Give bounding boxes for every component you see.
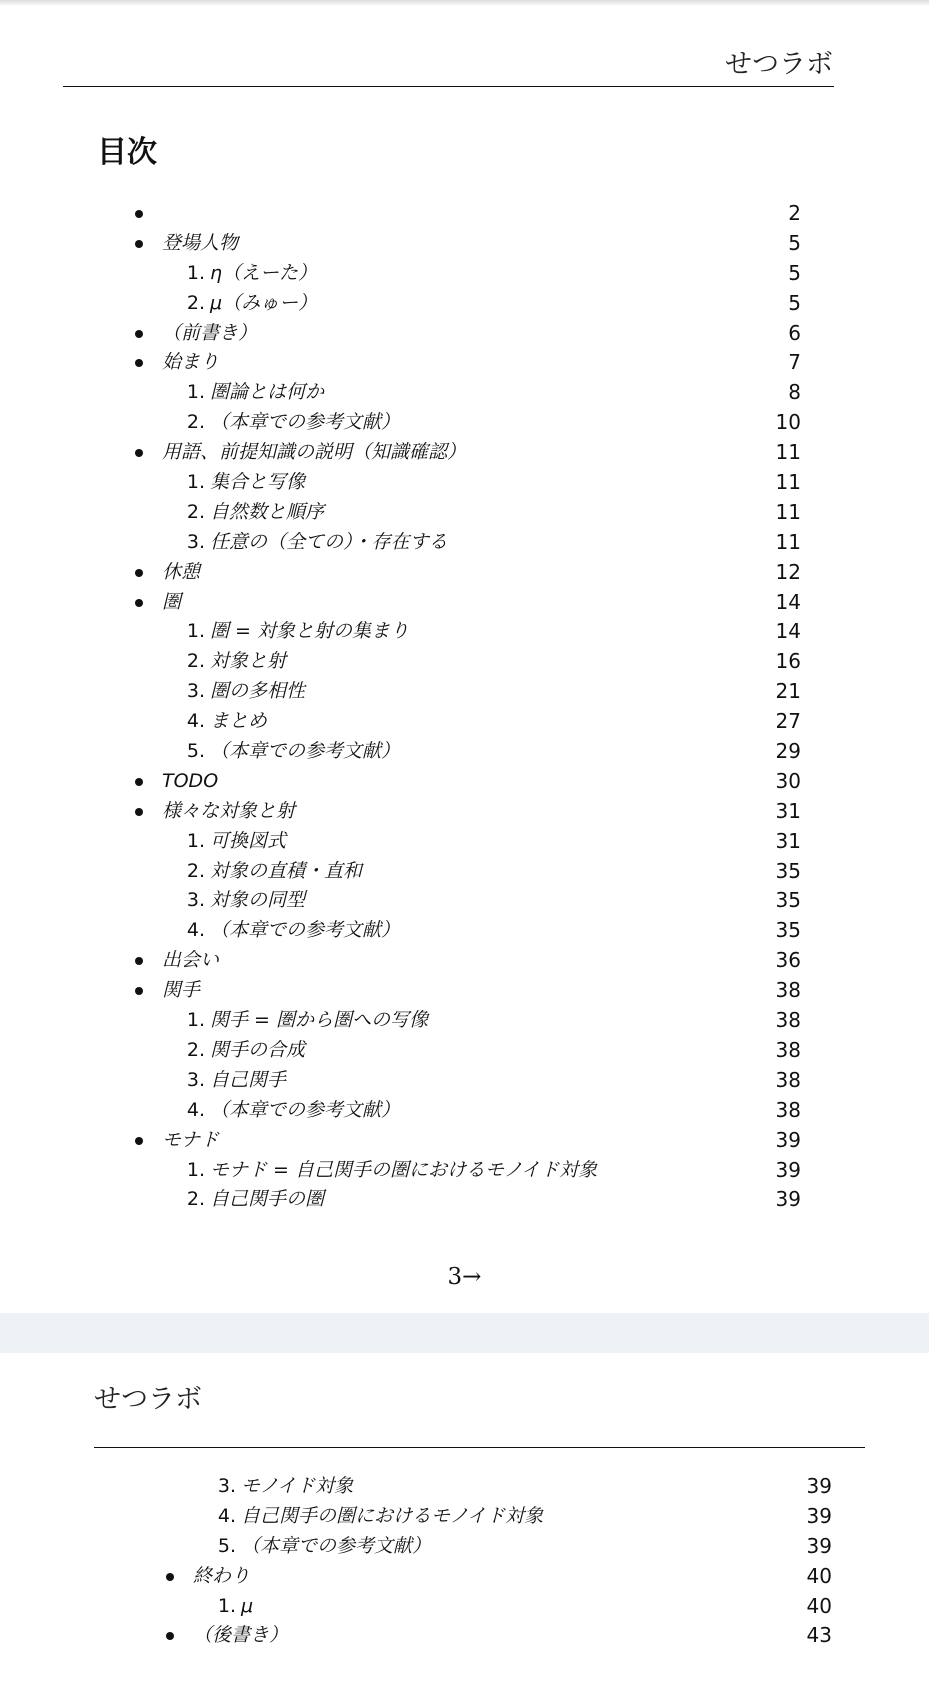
entry-label: 様々な対象と射: [162, 799, 296, 822]
toc-subsection-entry[interactable]: [135, 498, 801, 528]
entry-label: 始まり: [162, 351, 220, 374]
toc-subsection-entry[interactable]: [135, 737, 801, 767]
entry-page-number: 2: [788, 201, 801, 225]
toc-subsection-entry[interactable]: [135, 378, 801, 408]
entry-label: 対象の直積・直和: [210, 859, 363, 882]
entry-page-number: 6: [788, 320, 801, 345]
entry-label: 休憩: [162, 560, 201, 583]
entry-number: 1.: [186, 829, 205, 852]
entry-page-number: 8: [788, 380, 801, 405]
entry-label: 圏: [162, 590, 182, 613]
toc-subsection-entry[interactable]: [135, 677, 801, 707]
bullet-icon: [135, 1137, 143, 1145]
toc-subsection-entry[interactable]: [135, 528, 801, 558]
entry-page-number: 39: [806, 1474, 832, 1498]
entry-number: 3.: [186, 889, 205, 912]
toc-section-entry[interactable]: [135, 558, 801, 588]
entry-page-number: 36: [775, 948, 801, 973]
bullet-icon: [166, 1632, 174, 1640]
entry-number: 3.: [186, 680, 205, 703]
toc-list: [135, 199, 801, 1215]
entry-number: 4.: [186, 1098, 205, 1121]
entry-page-number: 39: [775, 1127, 801, 1152]
entry-page-number: 38: [775, 1067, 801, 1092]
bullet-icon: [135, 599, 143, 607]
entry-page-number: 11: [775, 470, 801, 495]
bullet-icon: [135, 449, 143, 457]
entry-page-number: 38: [775, 978, 801, 1003]
page-separator: [0, 1313, 929, 1353]
entry-page-number: 11: [775, 440, 801, 465]
entry-label: 自己関手: [210, 1068, 287, 1091]
entry-number: 5.: [186, 740, 205, 763]
entry-page-number: 38: [775, 1037, 801, 1062]
toc-list-continued: [166, 1472, 832, 1651]
toc-section-entry[interactable]: [135, 229, 801, 259]
entry-page-number: 11: [775, 529, 801, 554]
toc-subsection-entry[interactable]: [135, 886, 801, 916]
entry-number: 1.: [217, 1594, 236, 1617]
toc-subsection-entry[interactable]: [166, 1502, 832, 1532]
entry-number: 2.: [186, 650, 205, 673]
entry-label: まとめ: [210, 710, 268, 733]
entry-label: 圏の多相性: [210, 680, 306, 703]
bullet-icon: [135, 808, 143, 816]
entry-page-number: 27: [775, 709, 801, 734]
entry-page-number: 5: [788, 290, 801, 315]
entry-page-number: 31: [775, 828, 801, 853]
toc-subsection-entry[interactable]: [135, 916, 801, 946]
entry-page-number: 39: [775, 1157, 801, 1182]
entry-page-number: 39: [806, 1503, 832, 1528]
entry-number: 4.: [186, 919, 205, 942]
entry-number: 1.: [186, 261, 205, 284]
entry-page-number: 14: [775, 619, 801, 644]
next-page-link[interactable]: 3→: [447, 1264, 482, 1290]
bullet-icon: [166, 1573, 174, 1581]
toc-subsection-entry[interactable]: [135, 1006, 801, 1036]
entry-page-number: 7: [788, 350, 801, 375]
entry-page-number: 38: [775, 1097, 801, 1122]
entry-label: μ: [241, 1594, 254, 1617]
entry-label: 出会い: [162, 949, 220, 972]
entry-label: 可換図式: [210, 829, 287, 852]
entry-number: 3.: [186, 1068, 205, 1091]
entry-label: 圏論とは何か: [210, 381, 325, 404]
entry-page-number: 5: [788, 230, 801, 255]
entry-number: 1.: [186, 471, 205, 494]
entry-page-number: 35: [775, 918, 801, 943]
entry-page-number: 30: [775, 768, 801, 793]
toc-section-entry[interactable]: [166, 1621, 832, 1651]
entry-label: 関手: [162, 979, 201, 1002]
toc-subsection-entry[interactable]: [135, 1066, 801, 1096]
running-head: せつラボ: [725, 49, 833, 80]
toc-title: 目次: [97, 135, 157, 170]
entry-label: モナド: [162, 1128, 220, 1151]
toc-section-entry[interactable]: [135, 767, 801, 797]
entry-number: 2.: [186, 500, 205, 523]
entry-label: μ（みゅー）: [210, 291, 318, 314]
entry-page-number: 38: [775, 1008, 801, 1033]
entry-label: 登場人物: [162, 231, 239, 254]
top-shadow: [0, 0, 929, 6]
bullet-icon: [135, 330, 143, 338]
toc-subsection-entry[interactable]: [135, 857, 801, 887]
toc-subsection-entry[interactable]: [135, 408, 801, 438]
entry-page-number: 35: [775, 888, 801, 913]
entry-page-number: 5: [788, 260, 801, 285]
entry-page-number: 16: [775, 649, 801, 674]
entry-number: 2.: [186, 291, 205, 314]
entry-label: 任意の（全ての）・存在する: [210, 530, 448, 553]
toc-subsection-entry[interactable]: [135, 468, 801, 498]
toc-section-entry[interactable]: [135, 319, 801, 349]
entry-label: モナド = 自己関手の圏におけるモノイド対象: [210, 1158, 598, 1181]
entry-page-number: 39: [806, 1533, 832, 1558]
toc-subsection-entry[interactable]: [135, 1036, 801, 1066]
entry-number: 2.: [186, 859, 205, 882]
entry-number: 4.: [186, 710, 205, 733]
entry-page-number: 12: [775, 559, 801, 584]
entry-number: 1.: [186, 620, 205, 643]
entry-page-number: 11: [775, 499, 801, 524]
toc-section-entry[interactable]: [135, 588, 801, 618]
entry-page-number: 35: [775, 858, 801, 883]
entry-label: 対象と射: [210, 650, 287, 673]
entry-number: 5.: [217, 1534, 236, 1557]
entry-label: 自然数と順序: [210, 500, 325, 523]
toc-section-entry[interactable]: [135, 797, 801, 827]
bullet-icon: [135, 359, 143, 367]
entry-number: 2.: [186, 1038, 205, 1061]
toc-subsection-entry[interactable]: [135, 647, 801, 677]
toc-subsection-entry[interactable]: [135, 1156, 801, 1186]
entry-label: （本章での参考文献）: [210, 919, 401, 942]
toc-subsection-entry[interactable]: [135, 617, 801, 647]
entry-page-number: 43: [806, 1623, 832, 1648]
entry-page-number: 40: [806, 1593, 832, 1618]
entry-label: 関手 = 圏から圏への写像: [210, 1009, 428, 1032]
toc-subsection-entry[interactable]: [135, 1096, 801, 1126]
entry-number: 2.: [186, 1188, 205, 1211]
entry-label: η（えーた）: [210, 261, 318, 284]
entry-page-number: 31: [775, 798, 801, 823]
entry-label: 用語、前提知識の説明（知識確認）: [162, 441, 467, 464]
bullet-icon: [135, 778, 143, 786]
entry-page-number: 14: [775, 589, 801, 614]
entry-label: （後書き）: [193, 1624, 289, 1647]
toc-section-entry[interactable]: [135, 976, 801, 1006]
entry-number: 3.: [186, 530, 205, 553]
running-head: せつラボ: [94, 1384, 202, 1415]
toc-subsection-entry[interactable]: [166, 1532, 832, 1562]
toc-section-entry[interactable]: [135, 1126, 801, 1156]
toc-section-entry[interactable]: [166, 1562, 832, 1592]
entry-label: 自己関手の圏におけるモノイド対象: [241, 1504, 544, 1527]
bullet-icon: [135, 957, 143, 965]
entry-label: （本章での参考文献）: [210, 411, 401, 434]
toc-subsection-entry[interactable]: [166, 1472, 832, 1502]
bullet-icon: [135, 210, 143, 218]
entry-label: （本章での参考文献）: [241, 1534, 432, 1557]
entry-label: 圏 = 対象と射の集まり: [210, 620, 409, 643]
entry-label: モノイド対象: [241, 1475, 354, 1497]
entry-label: 終わり: [193, 1564, 251, 1587]
entry-label: 自己関手の圏: [210, 1188, 325, 1211]
bullet-icon: [135, 240, 143, 248]
entry-page-number: 29: [775, 739, 801, 764]
bullet-icon: [135, 987, 143, 995]
entry-label: 関手の合成: [210, 1038, 306, 1061]
toc-subsection-entry[interactable]: [135, 1185, 801, 1215]
entry-label: 対象の同型: [210, 889, 306, 912]
entry-number: 1.: [186, 1009, 205, 1032]
entry-label: （前書き）: [162, 321, 258, 344]
toc-section-entry[interactable]: [135, 946, 801, 976]
entry-label: （本章での参考文献）: [210, 1098, 401, 1121]
header-rule: [63, 86, 834, 87]
toc-subsection-entry[interactable]: [135, 827, 801, 857]
entry-number: 4.: [217, 1504, 236, 1527]
toc-subsection-entry[interactable]: [135, 259, 801, 289]
header-rule: [94, 1447, 865, 1448]
entry-label: 集合と写像: [210, 471, 306, 494]
entry-number: 3.: [217, 1475, 236, 1497]
document-page-2: [0, 1353, 929, 1692]
toc-section-entry[interactable]: [135, 348, 801, 378]
entry-label: TODO: [162, 769, 219, 792]
toc-subsection-entry[interactable]: [166, 1592, 832, 1622]
entry-page-number: 21: [775, 679, 801, 704]
entry-number: 2.: [186, 411, 205, 434]
entry-page-number: 10: [775, 410, 801, 435]
toc-section-entry[interactable]: [135, 438, 801, 468]
entry-number: 1.: [186, 1158, 205, 1181]
bullet-icon: [135, 569, 143, 577]
toc-subsection-entry[interactable]: [135, 707, 801, 737]
entry-page-number: 40: [806, 1563, 832, 1588]
entry-label: （本章での参考文献）: [210, 740, 401, 763]
toc-section-entry[interactable]: [135, 199, 801, 229]
entry-number: 1.: [186, 381, 205, 404]
toc-subsection-entry[interactable]: [135, 289, 801, 319]
entry-page-number: 39: [775, 1187, 801, 1212]
